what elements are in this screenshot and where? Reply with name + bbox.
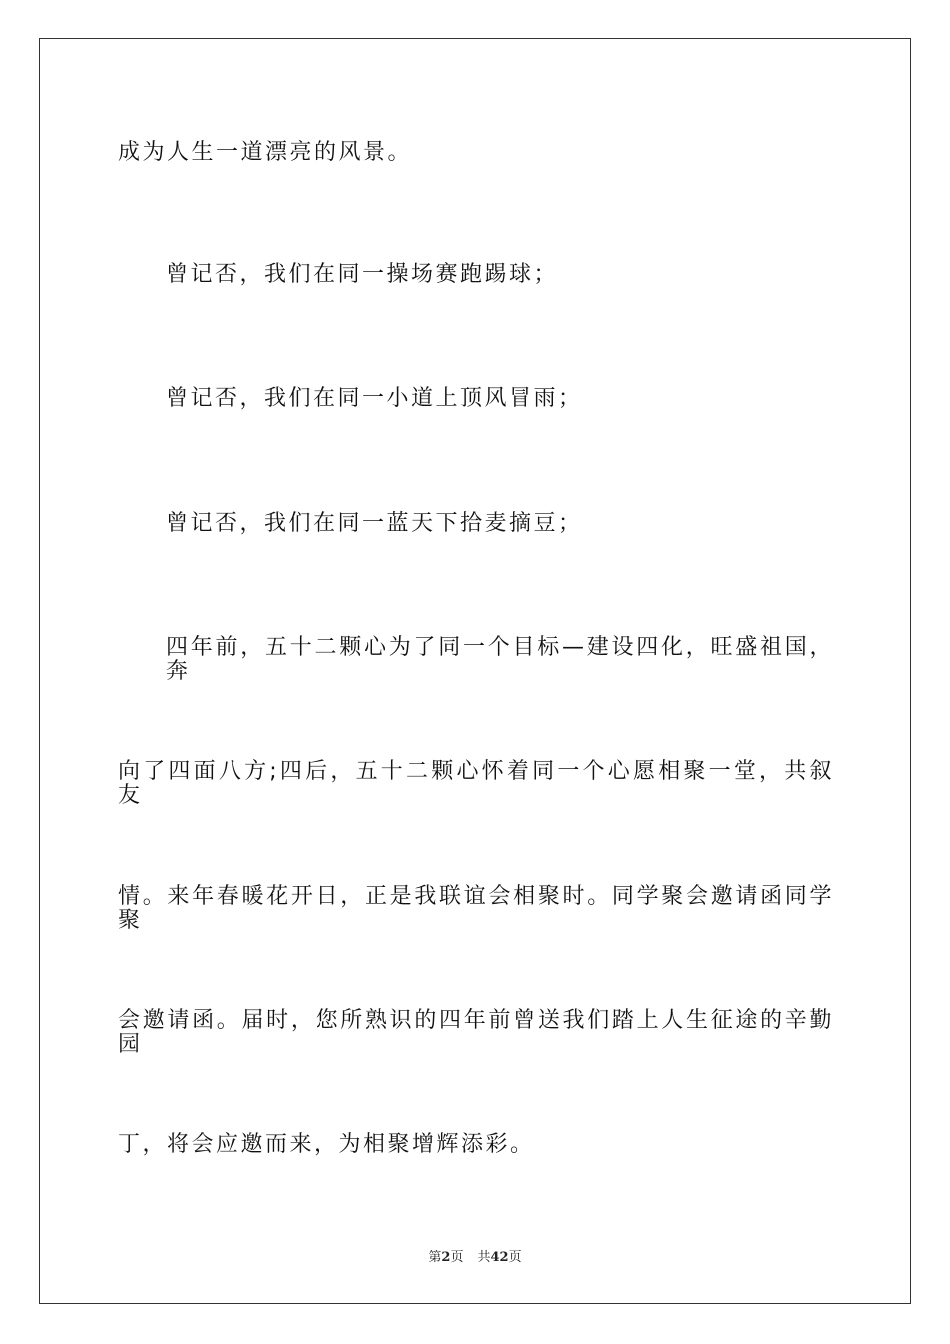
text-line-2: 曾记否，我们在同一操场赛跑踢球； (166, 262, 559, 287)
footer-total-pages: 42 (490, 1250, 509, 1265)
footer-page-prefix: 第 (428, 1250, 442, 1265)
text-line-9: 丁，将会应邀而来，为相聚增辉添彩。 (118, 1132, 535, 1157)
text-line-4: 曾记否，我们在同一蓝天下拾麦摘豆； (166, 511, 583, 536)
text-line-3: 曾记否，我们在同一小道上顶风冒雨； (166, 386, 583, 411)
footer-page-number: 2 (441, 1250, 451, 1265)
text-line-5: 四年前，五十二颗心为了同一个目标—建设四化，旺盛祖国，奔 (166, 635, 834, 684)
text-line-6: 向了四面八方;四后，五十二颗心怀着同一个心愿相聚一堂，共叙友 (118, 759, 834, 808)
footer-total-suffix: 页 (508, 1250, 522, 1265)
footer-page-suffix: 页 (450, 1250, 464, 1265)
page-footer (0, 1246, 950, 1265)
text-line-1: 成为人生一道漂亮的风景。 (118, 140, 413, 165)
text-line-7: 情。来年春暖花开日，正是我联谊会相聚时。同学聚会邀请函同学聚 (118, 884, 834, 933)
text-line-8: 会邀请函。届时，您所熟识的四年前曾送我们踏上人生征途的辛勤园 (118, 1008, 834, 1057)
footer-total-prefix: 共 (477, 1250, 491, 1265)
